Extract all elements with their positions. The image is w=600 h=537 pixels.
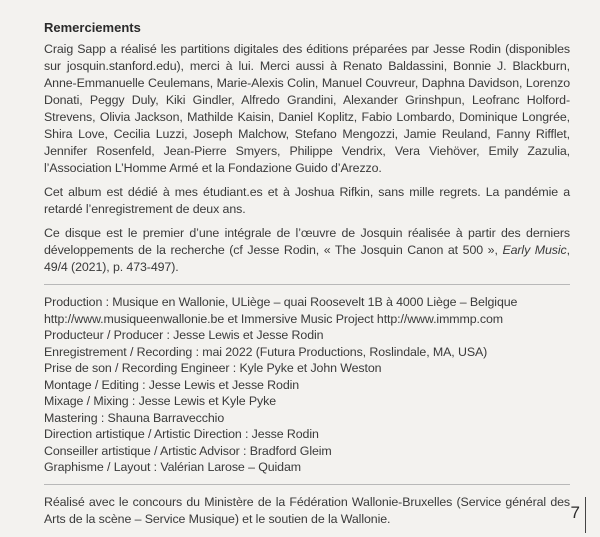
dedication-paragraph: Cet album est dédié à mes étudiant.es et à Joshua Rifkin, sans mille regrets. La pandémie a retardé l’enregistrement de deux ans. <box>44 185 570 216</box>
disc-description-paragraph <box>44 225 570 276</box>
acknowledgements-paragraph: Craig Sapp a réalisé les partitions digitales des éditions préparées par Jesse Rodin (disponibles sur josquin.stanford.edu), merci à lui. Merci aussi à Renato Baldassini, Bonnie J. Blackburn, Anne-Emmanuelle Ceulemans, Marie-Alexis Colin, Manuel Couvreur, Daphna Davidson, Lorenzo Donati, Peggy Duly, Kiki Gindler, Alfredo Grandini, Alexander Grinshpun, Leofranc Holford-Strevens, Olivia Jackson, Mathilde Kaisin, Daniel Koplitz, Fabio Lombardo, Dominique Longrée, Shira Love, Cecilia Luzzi, Joseph Malchow, Stefano Mengozzi, Jamie Reuland, Fanny Rifflet, Jennifer Rosenfeld, Jean-Pierre Smyers, Philippe Vendrix, Vera Viehöver, Emily Zazulia, l’Association L’Homme Armé et la Fondazione Guido d’Arezzo. <box>44 42 570 175</box>
disc-text-after: , 49/4 (2021), p. 473-497). <box>44 243 570 274</box>
divider <box>44 484 570 485</box>
credit-line: Mastering : Shauna Barravecchio <box>44 410 225 425</box>
page-number: 7 <box>570 503 580 522</box>
credits-list <box>44 294 570 476</box>
credit-line: Montage / Editing : Jesse Lewis et Jesse Rodin <box>44 377 300 392</box>
booklet-page <box>44 20 570 535</box>
credit-line: Mixage / Mixing : Jesse Lewis et Kyle Pyke <box>44 394 277 408</box>
credit-line: Producteur / Producer : Jesse Lewis et Jesse Rodin <box>44 328 324 342</box>
credit-line: Enregistrement / Recording : mai 2022 (Futura Productions, Roslindale, MA, USA) <box>44 344 488 359</box>
credit-line: http://www.musiqueenwallonie.be et Immersive Music Project http://www.immmp.com <box>44 311 503 326</box>
credit-line: Direction artistique / Artistic Direction : Jesse Rodin <box>44 427 319 441</box>
section-heading: Remerciements <box>44 20 141 35</box>
credit-line: Production : Musique en Wallonie, ULiège – quai Roosevelt 1B à 4000 Liège – Belgique <box>44 295 518 309</box>
credit-line: Graphisme / Layout : Valérian Larose – Quidam <box>44 460 301 474</box>
disc-text-before: Ce disque est le premier d’une intégrale de l’œuvre de Josquin réalisée à partir des derniers développements de la recherche (cf Jesse Rodin, « The Josquin Canon at 500 », <box>44 226 570 257</box>
credit-line: Conseiller artistique / Artistic Advisor : Bradford Gleim <box>44 443 332 458</box>
credit-line: Prise de son / Recording Engineer : Kyle Pyke et John Weston <box>44 361 382 375</box>
divider <box>44 284 570 285</box>
support-paragraph: Réalisé avec le concours du Ministère de la Fédération Wallonie-Bruxelles (Service général des Arts de la scène – Service Musique) et le soutien de la Wallonie. <box>44 494 570 526</box>
journal-title: Early Music <box>502 243 567 257</box>
page-edge-line <box>585 497 586 533</box>
